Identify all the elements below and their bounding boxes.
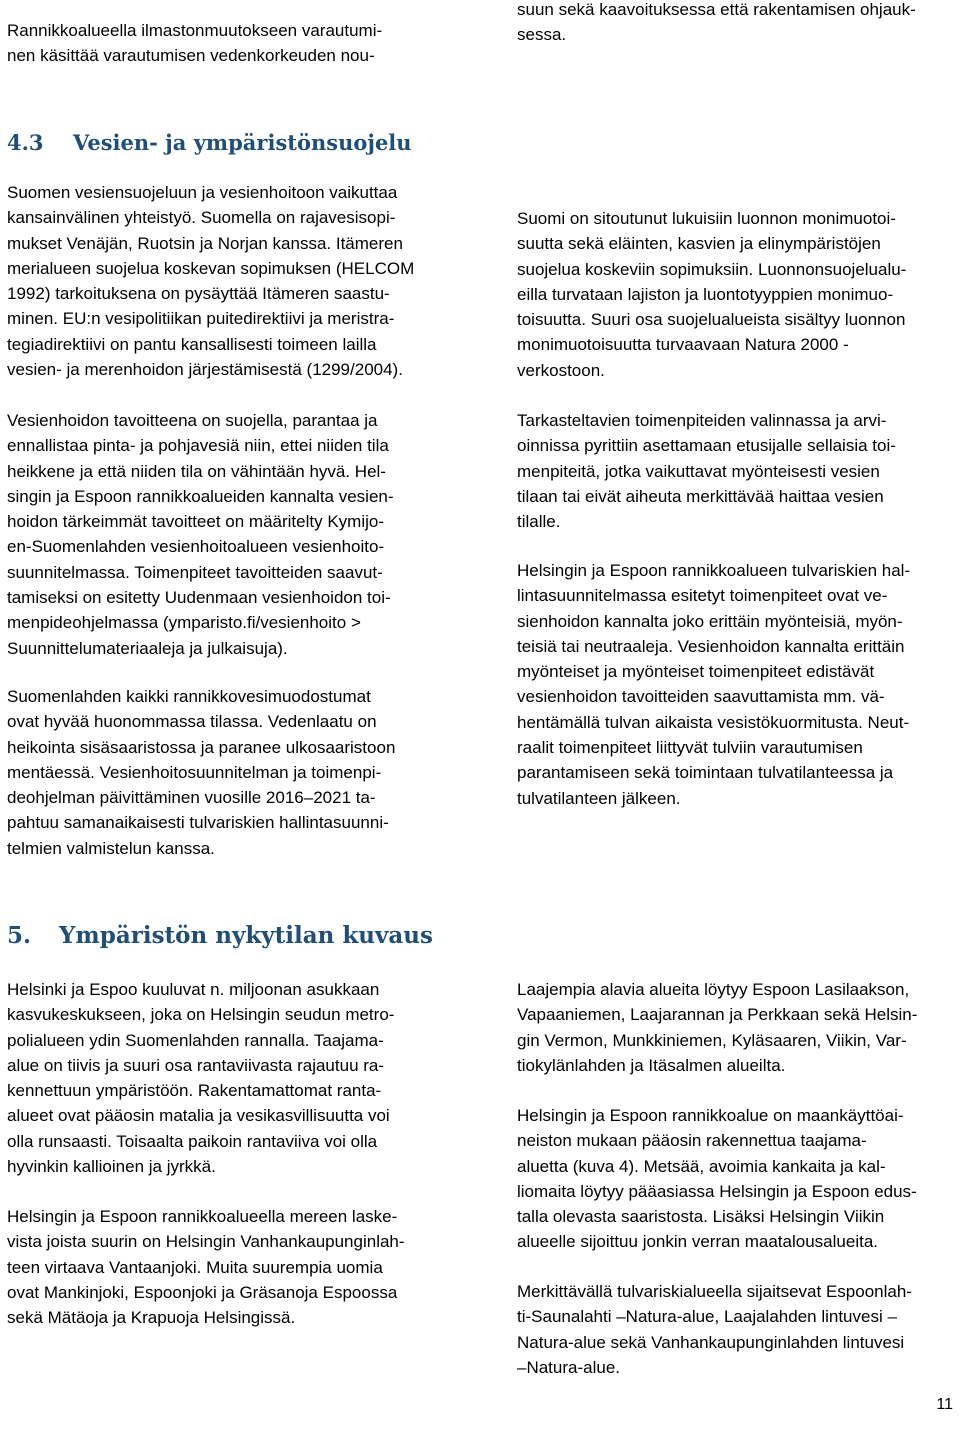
text-line: Helsingin ja Espoon rannikkoalueen tulvariskien hal- [517,561,911,580]
text-line: Helsingin ja Espoon rannikkoalueella mereen laske- [7,1207,398,1226]
section-heading-5 [7,922,433,949]
text-line: tilaan tai eivät aiheuta merkittävää haittaa vesien [517,486,884,506]
paragraph-lowland-areas [517,977,917,1078]
section-title: Ympäristön nykytilan kuvaus [59,922,433,949]
text-line: Rannikkoalueella ilmastonmuutokseen varautumi- [7,21,383,40]
paragraph-biodiversity [517,206,906,383]
text-line: ennallistaa pinta- ja pohjavesiä niin, ettei niiden tila [7,436,389,456]
text-line: lintasuunnitelmassa esitetyt toimenpiteet ovat ve- [517,586,888,606]
text-line: tulvatilanteen jälkeen. [517,788,681,808]
text-line: myönteiset ja myönteiset toimenpiteet edistävät [517,662,875,682]
paragraph-land-use [517,1103,917,1255]
text-line: heikointa sisäsaaristossa ja paranee ulkosaaristoon [7,737,396,757]
text-line: talla olevasta saaristosta. Lisäksi Helsingin Viikin [517,1207,885,1227]
text-line: Natura-alue sekä Vanhankaupunginlahden lintuvesi [517,1332,905,1352]
paragraph-rivers [7,1204,405,1330]
text-line: hoidon tärkeimmät tavoitteet on määritelty Kymijo- [7,512,384,532]
text-line: kasvukeskukseen, joka on Helsingin seudun metro- [7,1005,395,1025]
text-line: monimuotoisuutta turvaavaan Natura 2000 - [517,335,849,355]
text-line: heikkene ja että niiden tila on vähintään hyvä. Hel- [7,461,386,481]
paragraph-urban-area [7,977,394,1179]
text-line: sienhoidon kannalta joko erittäin myönteisiä, myön- [517,611,903,631]
text-line: alue on tiivis ja suuri osa rantaviivasta rajautuu ra- [7,1055,385,1075]
text-line: parantamiseen sekä toimintaan tulvatilanteessa ja [517,763,894,783]
text-line: ovat Mankinjoki, Espoonjoki ja Gräsanoja Espoossa [7,1282,398,1302]
paragraph-measures-selection [517,408,896,534]
text-line: telmien valmistelun kanssa. [7,838,215,858]
text-line: raalit toimenpiteet liittyvät tulviin varautumisen [517,738,863,758]
text-line: merialueen suojelua koskevan sopimuksen (HELCOM [7,258,415,278]
paragraph-coastal-water-status [7,684,395,861]
text-line: sessa. [517,25,567,45]
text-line: alueet ovat pääosin matalia ja vesikasvillisuutta voi [7,1106,390,1126]
text-line: sekä Mätäoja ja Krapuoja Helsingissä. [7,1308,296,1328]
text-line: suojelua koskeviin sopimuksiin. Luonnonsuojelualu- [517,259,907,279]
text-line: ti-Saunalahti –Natura-alue, Laajalahden lintuvesi – [517,1307,897,1327]
text-line: Merkittävällä tulvariskialueella sijaitsevat Espoonlah- [517,1282,912,1301]
text-line: neiston mukaan pääosin rakennettua taajama- [517,1131,867,1151]
text-line: oinnissa pyrittiin asettamaan etusijalle sellaisia toi- [517,436,896,456]
text-line: Suunnittelumateriaaleja ja julkaisuja). [7,638,288,658]
text-line: ovat hyvää huonommassa tilassa. Vedenlaatu on [7,712,377,732]
text-line: olla runsaasti. Toisaalta paikoin rantaviiva voi olla [7,1131,378,1151]
text-line: polialueen ydin Suomenlahden rannalla. Taajama- [7,1030,384,1050]
text-line: mentäessä. Vesienhoitosuunnitelman ja toimenpi- [7,762,382,782]
text-line: deohjelman päivittäminen vuosille 2016–2021 ta- [7,788,376,808]
text-line: Tarkasteltavien toimenpiteiden valinnassa ja arvi- [517,411,887,430]
text-line: hyvinkin kallioinen ja jyrkkä. [7,1157,216,1177]
text-line: hentämällä tulvan aikaista vesistökuormitusta. Neut- [517,712,910,732]
text-line: mukset Venäjän, Ruotsin ja Norjan kanssa. Itämeren [7,233,403,253]
text-line: Helsinki ja Espoo kuuluvat n. miljoonan asukkaan [7,980,380,999]
paragraph-flood-plan-measures [517,558,910,811]
text-line: pahtuu samanaikaisesti tulvariskien hallintasuunni- [7,813,389,833]
text-line: Vapaaniemen, Laajarannan ja Perkkaan sekä Helsin- [517,1005,918,1025]
section-heading-4-3 [7,130,412,155]
text-line: Vesienhoidon tavoitteena on suojella, parantaa ja [7,411,378,430]
paragraph-water-management-goals [7,408,394,661]
paragraph-water-cooperation [7,180,414,382]
text-line: suunnitelmassa. Toimenpiteet tavoitteiden saavut- [7,562,383,582]
text-line: teisiä tai neutraaleja. Vesienhoidon kannalta erittäin [517,636,905,656]
text-line: teen virtaava Vantaanjoki. Muita suurempia uomia [7,1257,383,1277]
section-title: Vesien- ja ympäristönsuojelu [73,130,412,155]
text-line: en-Suomenlahden vesienhoitoalueen vesienhoito- [7,537,385,557]
text-line: Suomi on sitoutunut lukuisiin luonnon monimuotoi- [517,209,896,228]
text-line: nen käsittää varautumisen vedenkorkeuden nou- [7,46,375,66]
text-line: Suomen vesiensuojeluun ja vesienhoitoon vaikuttaa [7,183,398,202]
text-line: vesien- ja merenhoidon järjestämisestä (1299/2004). [7,360,403,380]
paragraph-natura-areas [517,1279,912,1380]
text-line: gin Vermon, Munkkiniemen, Kyläsaaren, Viikin, Var- [517,1030,907,1050]
text-line: menpiteitä, jotka vaikuttavat myönteisesti vesien [517,461,880,481]
text-line: vesienhoidon tavoitteiden saavuttamista mm. vä- [517,687,885,707]
text-line: tiokylänlahden ja Itäsalmen alueilta. [517,1055,786,1075]
text-line: liomaita löytyy pääasiassa Helsingin ja Espoon edus- [517,1181,917,1201]
section-number: 5. [7,922,32,949]
text-line: tamiseksi on esitetty Uudenmaan vesienhoidon toi- [7,588,391,608]
text-line: toisuutta. Suuri osa suojelualueista sisältyy luonnon [517,310,906,330]
text-line: suun sekä kaavoituksessa että rakentamisen ohjauk- [517,0,916,19]
top-right-continuation [517,0,916,48]
text-line: suutta sekä eläinten, kasvien ja elinympäristöjen [517,234,881,254]
text-line: vista joista suurin on Helsingin Vanhankaupunginlah- [7,1232,405,1252]
text-line: Laajempia alavia alueita löytyy Espoon Lasilaakson, [517,980,910,999]
text-line: 1992) tarkoituksena on pysäyttää Itämeren saastu- [7,284,390,304]
top-left-continuation [7,18,382,69]
text-line: verkostoon. [517,360,605,380]
text-line: minen. EU:n vesipolitiikan puitedirektiivi ja meristra- [7,309,395,329]
text-line: tegiadirektiivi on pantu kansallisesti toimeen lailla [7,334,377,354]
text-line: menpideohjelmassa (ymparisto.fi/vesienhoito > [7,613,361,633]
text-line: alueelle sijoittuu jonkin verran maatalousalueita. [517,1232,878,1252]
text-line: kennettuun ympäristöön. Rakentamattomat ranta- [7,1081,382,1101]
text-line: kansainvälinen yhteistyö. Suomella on rajavesisopi- [7,208,396,228]
text-line: tilalle. [517,512,561,532]
text-line: aluetta (kuva 4). Metsää, avoimia kankaita ja kal- [517,1156,886,1176]
section-number: 4.3 [7,130,44,155]
text-line: Helsingin ja Espoon rannikkoalue on maankäyttöai- [517,1106,904,1125]
text-line: –Natura-alue. [517,1357,621,1377]
text-line: Suomenlahden kaikki rannikkovesimuodostumat [7,687,371,706]
page-number: 11 [936,1396,953,1413]
text-line: eilla turvataan lajiston ja luontotyyppien monimuo- [517,284,894,304]
text-line: singin ja Espoon rannikkoalueiden kannalta vesien- [7,486,394,506]
